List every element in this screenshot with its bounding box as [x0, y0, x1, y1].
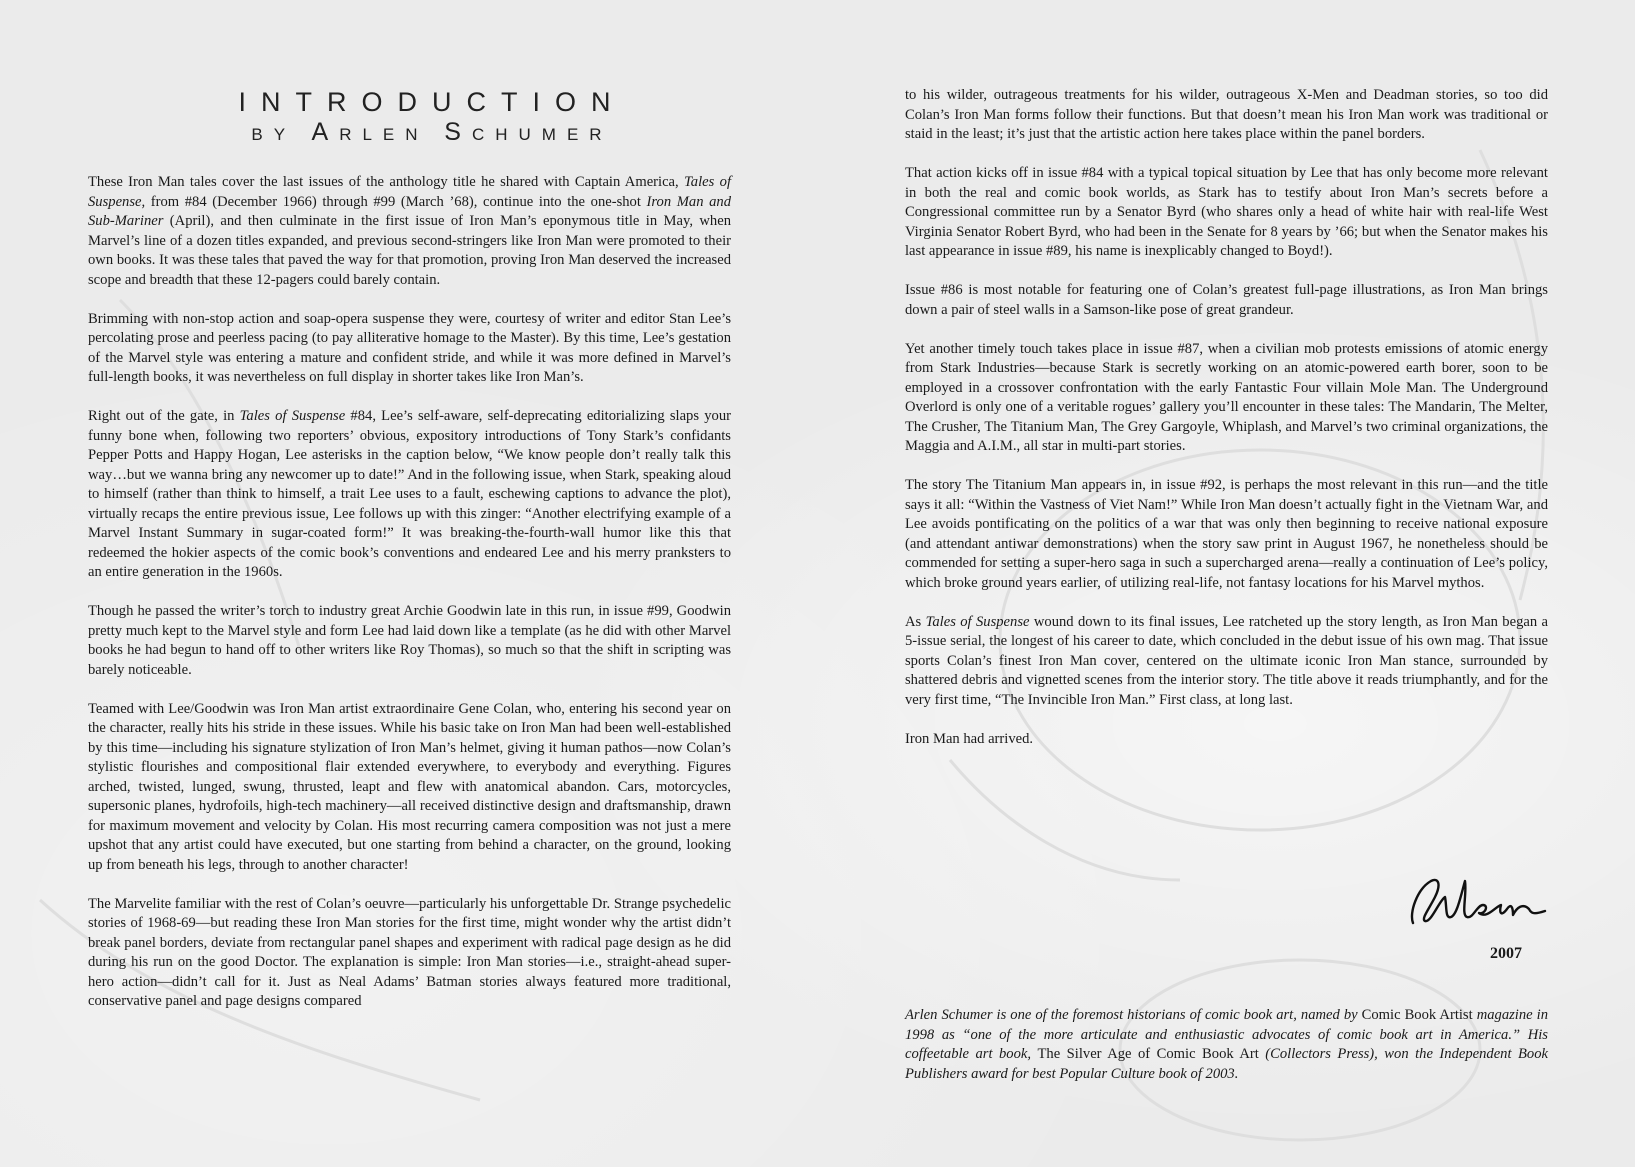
title-block — [88, 86, 731, 147]
paragraph-1 — [88, 173, 731, 290]
paragraph-8: That action kicks off in issue #84 with a typical topical situation by Lee that has only become more relevant in both the real and comic book worlds, as Stark has to testify about Iron Man’s secrets before a Congressional committee run by a Senator Byrd (who shares only a head of white hair with real-life West Virginia Senator Robert Byrd, who had been in the Senate for 8 years by ’66; but when the Senator makes his last appearance in issue #89, his name is inexplicably changed to Boyd!). — [905, 165, 1548, 259]
signature-year: 2007 — [1490, 945, 1522, 962]
byline-last-rest: CHUMER — [471, 125, 613, 144]
paragraph-6: The Marvelite familiar with the rest of Colan’s oeuvre—particularly his unforgettable Dr. Strange psychedelic stories of 1968-69—but reading these Iron Man stories for the first time, might wonder why the artist didn’t break panel borders, deviate from rectangular panel shapes and experiment with radical page design as he did during his run on the good Doctor. The explanation is simple: Iron Man stories—i.e., straight-ahead super-hero action—didn’t call for it. Just as Neal Adams’ Batman stories always featured more traditional, conservative panel and page designs compared — [88, 895, 731, 1009]
p12-title-tales: Tales of Suspense — [925, 613, 1030, 630]
paragraph-13: Iron Man had arrived. — [905, 730, 1034, 747]
p1-text-c: from #84 (December 1966) through #99 (March ’68), continue into the one-shot — [145, 193, 647, 210]
paragraph-11: The story The Titanium Man appears in, in issue #92, is perhaps the most relevant in this run—and the title says it all: “Within the Vastness of Viet Nam!” While Iron Man doesn’t actually fight in the Vietnam War, and Lee avoids pontificating on the politics of a war that was only then beginning to receive national exposure (and attendant antiwar demonstrations) when the story saw print in August 1967, he nonetheless should be commended for setting a super-hero saga in such a supercharged arena—really a continuation of Lee’s policy, which broke ground years earlier, of utilizing real-life, not fantasy locations for his Marvel mythos. — [905, 477, 1548, 591]
p3-text-c: #84, Lee’s self-aware, self-deprecating editorializing slaps your funny bone when, following two reporters’ obvious, expository introductions of Tony Stark’s confidants Pepper Potts and Happy Hogan, Lee asterisks in the caption below, “We know people don’t really talk this way…but we wanna bring any newcomer up to date!” And in the following issue, when Stark, speaking aloud to himself (rather than think to himself, a trait Lee uses to a fault, eschewing captions to advance the plot), virtually recaps the entire previous issue, Lee follows up with this zinger: “Another electrifying example of a Marvel Instant Summary in sugar-coated form!” It was breaking-the-fourth-wall humor like this that redeemed the hokier aspects of the comic book’s conventions and endeared Lee and his merry pranksters to an entire generation in the 1960s. — [88, 408, 731, 580]
p3-title-tales: Tales of Suspense — [239, 408, 346, 424]
bio-text-e: (Collectors Press), won the Independent Book Publishers award for best Popular Culture book of 2003. — [905, 1046, 1548, 1082]
paragraph-5: Teamed with Lee/Goodwin was Iron Man artist extraordinaire Gene Colan, who, entering his second year on the character, really hits his stride in these issues. While his basic take on Iron Man had been well-established by this time—including his signature stylization of Iron Man’s helmet, giving it human pathos—now Colan’s stylistic flourishes and compositional flair extended everywhere, to everybody and everything. Figures arched, twisted, lunged, swung, thrusted, leapt and flew with anatomical abandon. Cars, motorcycles, supersonic planes, hydrofoils, high-tech machinery—all received distinctive design and draftsmanship, drawn for maximum movement and velocity by Colan. His most recurring camera composition was not just a mere upshot that any artist could have executed, but one starting from behind a character, on the ground, looking up from beneath his legs, through to another character! — [88, 700, 731, 873]
paragraph-10: Yet another timely touch takes place in issue #87, when a civilian mob protests emissions of atomic energy from Stark Industries—because Stark is secretly working on an atomic-powered earth borer, soon to be employed in a crossover confrontation with the early Fantastic Four villain Mole Man. The Underground Overlord is only one of a veritable rogues’ gallery you’ll encounter in these tales: The Mandarin, The Melter, The Crusher, The Titanium Man, The Grey Gargoyle, Whiplash, and Marvel’s two criminal organizations, the Maggia and A.I.M., all star in multi-part stories. — [905, 340, 1548, 454]
paragraph-9: Issue #86 is most notable for featuring one of Colan’s greatest full-page illustrations, as Iron Man brings down a pair of steel walls in a Samson-like pose of great grandeur. — [905, 282, 1548, 318]
handwritten-signature — [1405, 875, 1555, 935]
byline-first-rest: RLEN — [339, 125, 445, 144]
paragraph-3 — [88, 407, 731, 583]
p1-title-ironman-submariner: Iron Man and Sub-Mariner — [88, 193, 731, 229]
p12-text-a: As — [905, 613, 926, 630]
p12-text-c: wound down to its final issues, Lee ratcheted up the story length, as Iron Man began a 5-issue serial, the longest of his career to date, which concluded in the debut issue of his own mag. That issue sports Colan’s finest Iron Man cover, centered on the ultimate iconic Iron Man stance, surrounded by shattered debris and vignetted scenes from the interior story. The title above it reads triumphantly, and for the very first time, “The Invincible Iron Man.” First class, at long last. — [905, 613, 1548, 708]
page-title: INTRODUCTION — [238, 87, 626, 117]
author-bio — [905, 1006, 1548, 1084]
byline — [133, 120, 731, 147]
byline-prefix: BY — [251, 125, 312, 144]
paragraph-12 — [905, 613, 1548, 711]
bio-book-title: The Silver Age of Comic Book Art — [1037, 1046, 1259, 1062]
bio-text-a: Arlen Schumer is one of the foremost historians of comic book art, named by — [905, 1007, 1362, 1023]
p1-title-tales: Tales of Suspense, — [88, 174, 732, 210]
right-column — [905, 86, 1548, 769]
left-column — [88, 86, 731, 1031]
byline-initial-a: A — [311, 118, 340, 146]
p3-text-a: Right out of the gate, in — [88, 408, 240, 424]
paragraph-2: Brimming with non-stop action and soap-opera suspense they were, courtesy of writer and editor Stan Lee’s percolating prose and peerless pacing (to pay alliterative homage to the Master). By this time, Lee’s gestation of the Marvel style was entering a mature and confident stride, and while it was more defined in Marvel’s full-length books, it was nevertheless on full display in shorter takes like Iron Man’s. — [88, 310, 731, 385]
p1-text-e: (April), and then culminate in the first issue of Iron Man’s eponymous title in May, when Marvel’s line of a dozen titles expanded, and previous second-stringers like Iron Man were promoted to their own books. It was these tales that paved the way for that promotion, proving Iron Man deserved the increased scope and breadth that these 12-pagers could barely contain. — [88, 213, 731, 288]
p1-text-a: These Iron Man tales cover the last issues of the anthology title he shared with Captain America, — [88, 174, 685, 190]
bio-text-c: magazine in 1998 as “one of the more articulate and enthusiastic advocates of comic book art in America.” His coffeetable art book, — [905, 1007, 1549, 1062]
byline-initial-s: S — [444, 118, 472, 146]
paragraph-7: to his wilder, outrageous treatments for his wilder, outrageous X-Men and Deadman stories, so too did Colan’s Iron Man forms follow their functions. But that doesn’t mean his Iron Man work was traditional or staid in the least; it’s just that the artistic action here takes place within the panel borders. — [905, 87, 1548, 142]
bio-magazine-name: Comic Book Artist — [1361, 1007, 1473, 1023]
paragraph-4: Though he passed the writer’s torch to industry great Archie Goodwin late in this run, in issue #99, Goodwin pretty much kept to the Marvel style and form Lee had laid down like a template (as he did with other Marvel books he had begun to hand off to other writers like Roy Thomas), so much so that the shift in scripting was barely noticeable. — [88, 603, 731, 678]
